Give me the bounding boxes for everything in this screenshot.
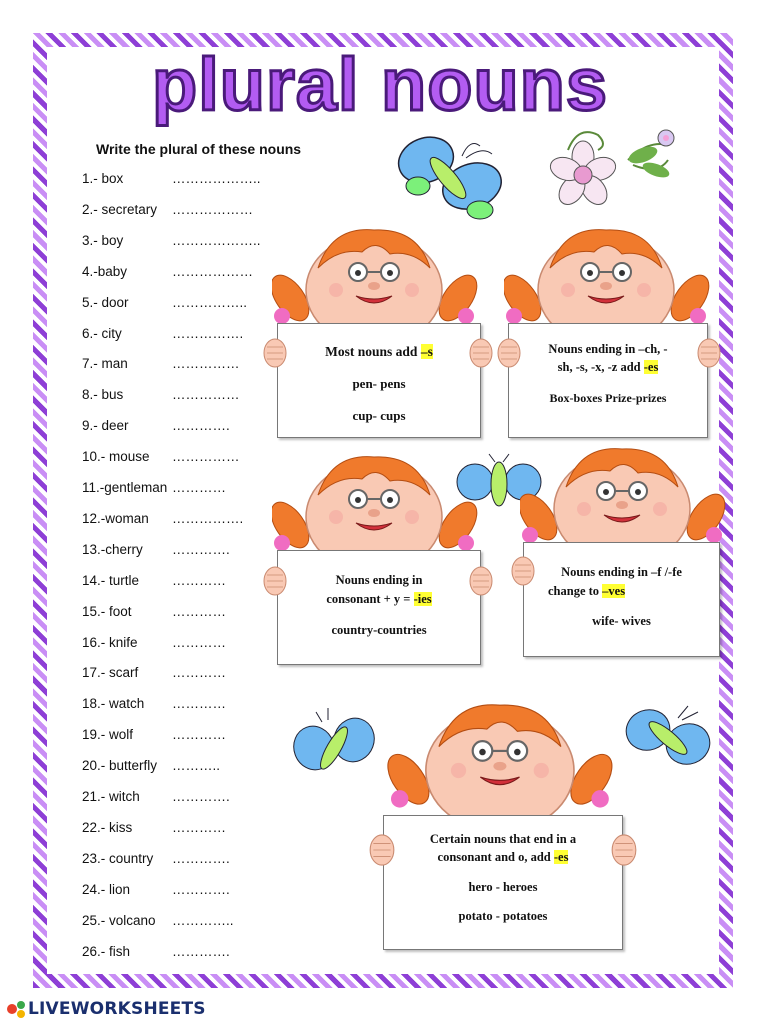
list-item: [82, 510, 244, 531]
rule-card-add-ves: Nouns ending in –f /-fe change to –ves wife- wives: [523, 542, 720, 657]
flower-icon: [538, 120, 688, 215]
answer-blank[interactable]: ………….: [172, 418, 230, 434]
noun-label: 14.- turtle: [82, 572, 140, 588]
noun-label: 12.-woman: [82, 510, 149, 526]
noun-label: 13.-cherry: [82, 541, 143, 557]
rule-card-add-s: Most nouns add –s pen- pens cup- cups: [277, 323, 481, 438]
hand-icon: [696, 338, 722, 368]
list-item: [82, 294, 248, 315]
hand-icon: [496, 338, 522, 368]
rule-card-add-ies: Nouns ending in consonant + y = -ies country-countries: [277, 550, 481, 665]
answer-blank[interactable]: ………………..: [172, 171, 261, 186]
list-item: [82, 758, 221, 778]
list-item: [82, 665, 226, 685]
noun-label: 20.- butterfly: [82, 758, 158, 774]
list-item: [82, 881, 230, 902]
answer-blank[interactable]: ………….: [172, 789, 230, 804]
noun-label: 25.- volcano: [82, 912, 156, 928]
answer-blank[interactable]: ……………: [172, 356, 240, 372]
answer-blank[interactable]: ………………: [172, 201, 253, 217]
noun-label: 2.- secretary: [82, 201, 158, 217]
answer-blank[interactable]: …………: [172, 572, 226, 588]
list-item: [82, 387, 240, 407]
noun-label: 8.- bus: [82, 387, 124, 403]
answer-blank[interactable]: ………………..: [172, 232, 261, 248]
answer-blank[interactable]: …………: [172, 696, 226, 712]
hand-icon: [368, 833, 396, 867]
answer-blank[interactable]: …………: [172, 727, 226, 743]
answer-blank[interactable]: …………..: [172, 912, 234, 928]
answer-blank[interactable]: …………: [172, 819, 226, 835]
list-item: [82, 696, 226, 716]
hand-icon: [468, 566, 494, 596]
list-item: [82, 603, 226, 624]
list-item: [82, 572, 226, 593]
butterfly-icon: [292, 708, 380, 783]
girl-illustration: [386, 703, 616, 825]
answer-blank[interactable]: ………….: [172, 943, 230, 959]
list-item: [82, 943, 230, 964]
noun-label: 22.- kiss: [82, 819, 133, 835]
hand-icon: [510, 556, 536, 586]
hand-icon: [610, 833, 638, 867]
hand-icon: [468, 338, 494, 368]
butterfly-icon: [622, 700, 712, 775]
answer-blank[interactable]: ……………: [172, 449, 240, 465]
list-item: [82, 449, 240, 469]
answer-blank[interactable]: ……………: [172, 387, 240, 403]
noun-label: 18.- watch: [82, 696, 145, 712]
noun-label: 6.- city: [82, 325, 122, 341]
list-item: [82, 480, 226, 500]
answer-blank[interactable]: ……………..: [172, 294, 248, 310]
noun-label: 9.- deer: [82, 418, 129, 434]
list-item: [82, 912, 234, 933]
butterfly-icon: [396, 128, 506, 223]
list-item: [82, 418, 230, 438]
list-item: [82, 819, 226, 840]
list-item: [82, 201, 253, 222]
answer-blank[interactable]: …………: [172, 480, 226, 495]
list-item: [82, 171, 261, 191]
noun-label: 4.-baby: [82, 263, 128, 279]
logo-icon: [6, 999, 28, 1019]
answer-blank[interactable]: ………………: [172, 263, 253, 279]
list-item: [82, 356, 240, 376]
noun-label: 15.- foot: [82, 603, 132, 619]
svg-text:plural nouns: plural nouns: [152, 52, 608, 126]
answer-blank[interactable]: …………: [172, 665, 226, 681]
liveworksheets-logo[interactable]: [6, 998, 206, 1020]
answer-blank[interactable]: ………..: [172, 758, 221, 774]
noun-label: 10.- mouse: [82, 449, 150, 465]
list-item: [82, 325, 244, 346]
list-item: [82, 727, 226, 747]
noun-label: 21.- witch: [82, 789, 140, 804]
noun-label: 17.- scarf: [82, 665, 139, 681]
answer-blank[interactable]: ………….: [172, 850, 230, 866]
noun-label: 26.- fish: [82, 943, 131, 959]
noun-label: 23.- country: [82, 850, 154, 866]
rule-card-o-add-es: Certain nouns that end in a consonant and o, add -es hero - heroes potato - potatoes: [383, 815, 623, 950]
list-item: [82, 232, 261, 253]
answer-blank[interactable]: …………: [172, 603, 226, 619]
noun-label: 3.- boy: [82, 232, 124, 248]
instruction-text: Write the plural of these nouns: [96, 141, 302, 157]
noun-label: 16.- knife: [82, 634, 138, 650]
list-item: [82, 263, 253, 284]
list-item: [82, 541, 230, 562]
noun-label: 11.-gentleman: [82, 480, 168, 495]
hand-icon: [262, 338, 288, 368]
answer-blank[interactable]: …………….: [172, 325, 244, 341]
answer-blank[interactable]: …………….: [172, 510, 244, 526]
noun-label: 1.- box: [82, 171, 124, 186]
noun-label: 19.- wolf: [82, 727, 134, 743]
list-item: [82, 789, 230, 809]
list-item: [82, 850, 230, 871]
logo-text: LIVEWORKSHEETS: [28, 999, 206, 1019]
rule-card-add-es: Nouns ending in –ch, - sh, -s, -x, -z add -es Box-boxes Prize-prizes: [508, 323, 708, 438]
noun-label: 5.- door: [82, 294, 129, 310]
noun-label: 7.- man: [82, 356, 128, 372]
noun-label: 24.- lion: [82, 881, 131, 897]
hand-icon: [262, 566, 288, 596]
answer-blank[interactable]: ………….: [172, 881, 230, 897]
list-item: [82, 634, 226, 655]
answer-blank[interactable]: …………: [172, 634, 226, 650]
answer-blank[interactable]: ………….: [172, 541, 230, 557]
